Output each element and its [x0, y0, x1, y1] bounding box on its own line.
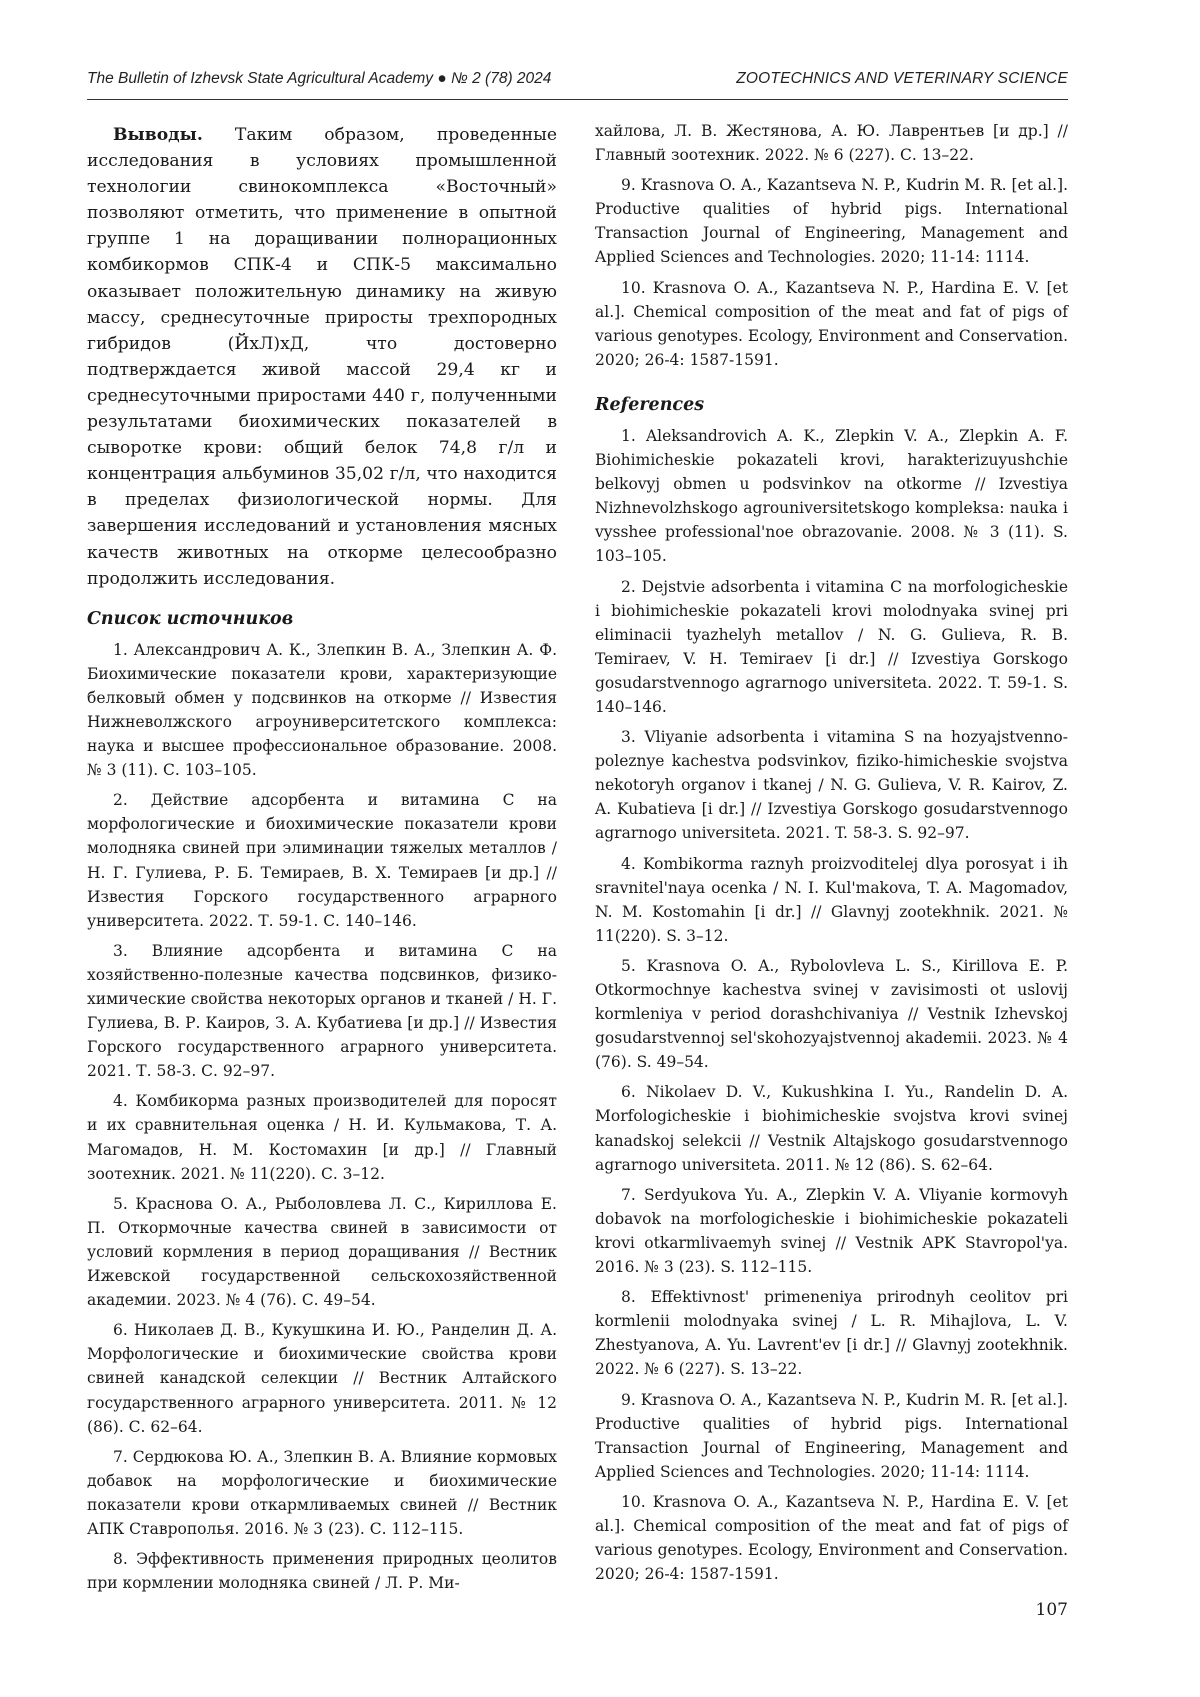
- reference-item: 7. Serdyukova Yu. A., Zlepkin V. A. Vliyanie kormovyh dobavok na morfologicheskie i biohimicheskie pokazateli krovi otkarmlivaemyh svinej // Vestnik APK Stavropol'ya. 2016. № 3 (23). S. 112–115.: [595, 1185, 1068, 1277]
- conclusions-paragraph: [87, 122, 557, 592]
- reference-item: 7. Сердюкова Ю. А., Злепкин В. А. Влияние кормовых добавок на морфологические и биохимические показатели крови откармливаемых свиней // Вестник АПК Ставрополья. 2016. № 3 (23). С. 112–115.: [87, 1447, 557, 1538]
- conclusions-text: Таким образом, проведенные исследования в условиях промышленной технологии свинокомплекса «Восточный» позволяют отметить, что применение в опытной группе 1 на доращивании полнорационных комбикормов СПК-4 и СПК-5 максимально оказывает положительную динамику на живую массу, среднесуточные приросты трехпородных гибридов (ЙхЛ)хД, что достоверно подтверждается живой массой 29,4 кг и среднесуточными приростами 440 г, полученными результатами биохимических показателей в сыворотке крови: общий белок 74,8 г/л и концентрация альбуминов 35,02 г/л, что находится в пределах физиологической нормы. Для завершения исследований и установления мясных качеств животных на откорме целесообразно продолжить исследования.: [87, 125, 557, 589]
- reference-item: 6. Nikolaev D. V., Kukushkina I. Yu., Randelin D. A. Morfologicheskie i biohimicheskie svojstva krovi svinej kanadskoj selekcii // Vestnik Altajskogo gosudarstvennogo agrarnogo universiteta. 2011. № 12 (86). S. 62–64.: [595, 1083, 1068, 1174]
- reference-item: 10. Krasnova O. A., Kazantseva N. P., Hardina E. V. [et al.]. Chemical composition of the meat and fat of pigs of various genotypes. Ecology, Environment and Conservation. 2020; 26-4: 1587-1591.: [595, 278, 1068, 369]
- reference-item: 5. Krasnova O. A., Rybolovleva L. S., Kirillova E. P. Otkormochnye kachestva svinej v zavisimosti ot uslovij kormleniya v period dorashchivaniya // Vestnik Izhevskoj gosudarstvennoj sel'skohozyajstvennoj akademii. 2023. № 4 (76). S. 49–54.: [595, 956, 1068, 1072]
- running-header: [87, 70, 1068, 98]
- journal-title: The Bulletin of Izhevsk State Agricultural Academy ● № 2 (78) 2024: [87, 70, 552, 87]
- right-column: [595, 119, 1068, 1592]
- reference-item: 9. Krasnova O. A., Kazantseva N. P., Kudrin M. R. [et al.]. Productive qualities of hybrid pigs. International Transaction Journal of Engineering, Management and Applied Sciences and Technologies. 2020; 11-14: 1114.: [595, 1390, 1068, 1481]
- reference-item: 8. Effektivnost' primeneniya prirodnyh ceolitov pri kormlenii molodnyaka svinej / L. R. Mihajlova, L. V. Zhestyanova, A. Yu. Lavrent'ev [i dr.] // Glavnyj zootekhnik. 2022. № 6 (227). S. 13–22.: [595, 1288, 1068, 1379]
- reference-item: 1. Aleksandrovich A. K., Zlepkin V. A., Zlepkin A. F. Biohimicheskie pokazateli krovi, harakterizuyushchie belkovyj obmen u podsvinkov na otkorme // Izvestiya Nizhnevolzhskogo agrouniversitetskogo kompleksa: nauka i vysshee professional'noe obrazovanie. 2008. № 3 (11). S. 103–105.: [595, 426, 1068, 566]
- reference-item: 4. Kombikorma raznyh proizvoditelej dlya porosyat i ih sravnitel'naya ocenka / N. I. Kul'makova, T. A. Magomadov, N. M. Kostomahin [i dr.] // Glavnyj zootekhnik. 2021. № 11(220). S. 3–12.: [595, 854, 1068, 945]
- ru-references-heading: Список источников: [87, 608, 294, 629]
- reference-item: 3. Влияние адсорбента и витамина С на хозяйственно-полезные качества подсвинков, физико-химические свойства некоторых органов и тканей / Н. Г. Гулиева, В. Р. Каиров, З. А. Кубатиева [и др.] // Известия Горского государственного аграрного университета. 2021. Т. 58-3. С. 92–97.: [87, 941, 557, 1081]
- reference-continuation: хайлова, Л. В. Жестянова, А. Ю. Лаврентьев [и др.] // Главный зоотехник. 2022. № 6 (227). С. 13–22.: [595, 122, 1068, 165]
- reference-item: 9. Krasnova O. A., Kazantseva N. P., Kudrin M. R. [et al.]. Productive qualities of hybrid pigs. International Transaction Journal of Engineering, Management and Applied Sciences and Technologies. 2020; 11-14: 1114.: [595, 176, 1068, 267]
- reference-item: 10. Krasnova O. A., Kazantseva N. P., Hardina E. V. [et al.]. Chemical composition of the meat and fat of pigs of various genotypes. Ecology, Environment and Conservation. 2020; 26-4: 1587-1591.: [595, 1492, 1068, 1584]
- reference-item: 2. Dejstvie adsorbenta i vitamina C na morfologicheskie i biohimicheskie pokazateli krovi molodnyaka svinej pri eliminacii tyazhelyh metallov / N. G. Gulieva, R. B. Temiraev, V. H. Temiraev [i dr.] // Izvestiya Gorskogo gosudarstvennogo agrarnogo universiteta. 2022. T. 59-1. S. 140–146.: [595, 577, 1068, 716]
- left-column: [87, 122, 557, 1601]
- reference-item: 8. Эффективность применения природных цеолитов при кормлении молодняка свиней / Л. Р. Ми-: [87, 1550, 557, 1593]
- reference-item: 5. Краснова О. А., Рыболовлева Л. С., Кириллова Е. П. Откормочные качества свиней в зависимости от условий кормления в период доращивания // Вестник Ижевской государственной сельскохозяйственной академии. 2023. № 4 (76). С. 49–54.: [87, 1194, 557, 1310]
- en-references-heading: References: [595, 394, 705, 415]
- page-number: 107: [1035, 1600, 1068, 1620]
- reference-item: 6. Николаев Д. В., Кукушкина И. Ю., Ранделин Д. А. Морфологические и биохимические свойства крови свиней канадской селекции // Вестник Алтайского государственного аграрного университета. 2011. № 12 (86). С. 62–64.: [87, 1321, 557, 1436]
- reference-item: 1. Александрович А. К., Злепкин В. А., Злепкин А. Ф. Биохимические показатели крови, характеризующие белковый обмен у подсвинков на откорме // Известия Нижневолжского агроуниверситетского комплекса: наука и высшее профессиональное образование. 2008. № 3 (11). С. 103–105.: [87, 640, 557, 780]
- reference-item: 2. Действие адсорбента и витамина С на морфологические и биохимические показатели крови молодняка свиней при элиминации тяжелых металлов / Н. Г. Гулиева, Р. Б. Темираев, В. Х. Темираев [и др.] // Известия Горского государственного аграрного университета. 2022. Т. 59-1. С. 140–146.: [87, 791, 557, 930]
- reference-item: 4. Комбикорма разных производителей для поросят и их сравнительная оценка / Н. И. Кульмакова, Т. А. Магомадов, Н. М. Костомахин [и др.] // Главный зоотехник. 2021. № 11(220). С. 3–12.: [87, 1092, 557, 1183]
- header-rule: [87, 99, 1068, 100]
- section-title: ZOOTECHNICS AND VETERINARY SCIENCE: [736, 70, 1068, 87]
- reference-item: 3. Vliyanie adsorbenta i vitamina S na hozyajstvenno-poleznye kachestva podsvinkov, fiziko-himicheskie svojstva nekotoryh organov i tkanej / N. G. Gulieva, V. R. Kairov, Z. A. Kubatieva [i dr.] // Izvestiya Gorskogo gosudarstvennogo agrarnogo universiteta. 2021. T. 58-3. S. 92–97.: [595, 728, 1068, 843]
- conclusions-label: Выводы.: [113, 125, 203, 145]
